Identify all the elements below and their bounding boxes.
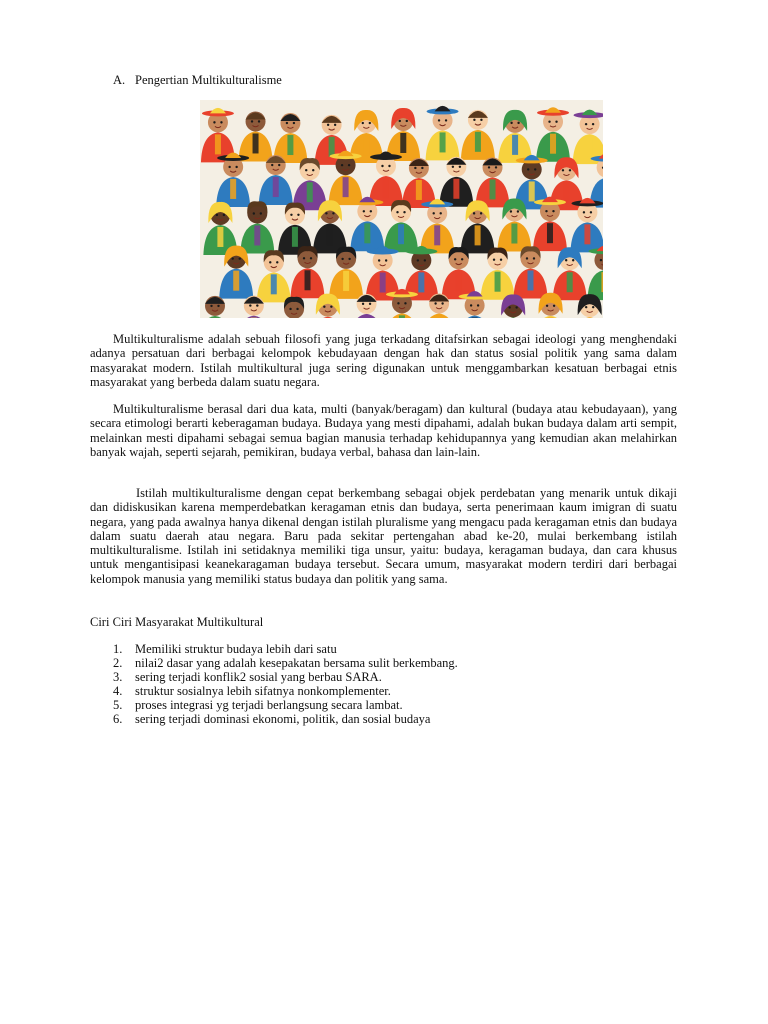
list-item: 5. proses integrasi yg terjadi berlangsung secara lambat. <box>113 698 403 713</box>
section-heading <box>113 72 282 88</box>
crowd-icon <box>200 100 603 318</box>
list-item: 2. nilai2 dasar yang adalah kesepakatan bersama sulit berkembang. <box>113 656 458 671</box>
section-title: Pengertian Multikulturalisme <box>135 73 282 87</box>
paragraph-etymology: Multikulturalisme berasal dari dua kata, multi (banyak/beragam) dan kultural (budaya atau kebudayaan), yang secara etimologi berarti keberagaman budaya. Budaya yang mesti dipahami, adalah bukan budaya dalam arti sempit, melainkan mesti dipahami sebagai semua bagian manusia terhadap kehidupannya yang kemudian akan melahirkan banyak wajah, seperti sejarah, pemikiran, budaya verbal, bahasa dan lain-lain. <box>90 402 677 459</box>
paragraph-history: Istilah multikulturalisme dengan cepat berkembang sebagai objek perdebatan yang menarik untuk dikaji dan didiskusikan karena memperdebatkan keragaman etnis dan budaya, serta penerimaan kaum imigran di suatu negara, yang pada awalnya hanya dikenal dengan istilah pluralisme yang mengacu pada keragaman etnis dan budaya dalam suatu daerah atau negara. Baru pada sekitar pertengahan abad ke-20, mulai berkembang istilah multikulturalisme. Istilah ini setidaknya memiliki tiga unsur, yaitu: budaya, keragaman budaya, dan cara khusus untuk mengantisipasi keanekaragaman budaya tersebut. Secara umum, masyarakat modern terdiri dari berbagai kelompok manusia yang memiliki status budaya dan politik yang sama. <box>90 486 677 586</box>
list-item: 1. Memiliki struktur budaya lebih dari satu <box>113 642 337 656</box>
list-item: 4. struktur sosialnya lebih sifatnya nonkomplementer. <box>113 684 391 699</box>
list-item: 3. sering terjadi konflik2 sosial yang berbau SARA. <box>113 670 382 685</box>
list-item: 6. sering terjadi dominasi ekonomi, politik, dan sosial budaya <box>113 712 431 727</box>
section-marker: A. <box>113 73 126 87</box>
paragraph-definition: Multikulturalisme adalah sebuah filosofi yang juga terkadang ditafsirkan sebagai ideologi yang menghendaki adanya persatuan dari berbagai kelompok kebudayaan dengan hak dan status sosial politik yang sama dalam masyarakat modern. Istilah multikultural juga sering digunakan untuk menggambarkan kesatuan berbagai etnis masyarakat yang berbeda dalam suatu negara. <box>90 332 677 389</box>
characteristics-list <box>113 642 458 727</box>
list-title: Ciri Ciri Masyarakat Multikultural <box>90 615 264 629</box>
multicultural-crowd-illustration <box>200 100 603 318</box>
